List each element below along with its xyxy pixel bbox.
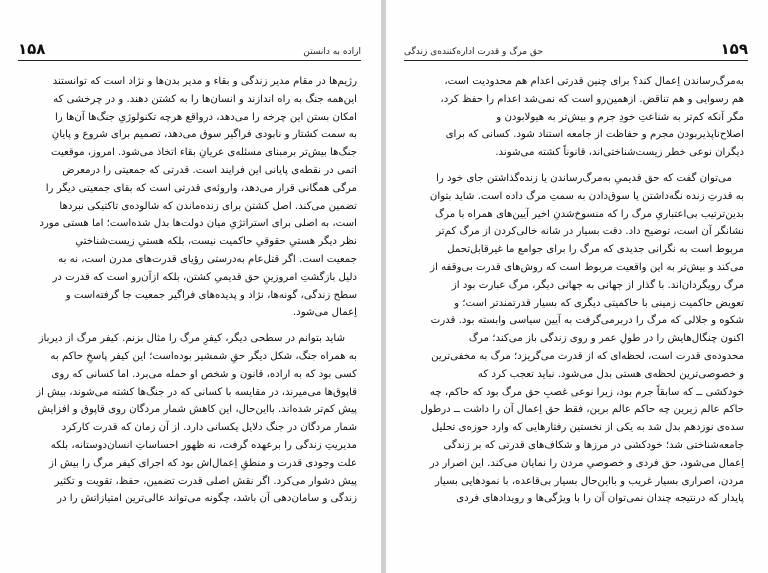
text-line: اتمی در نقطه‌ی پایانی این فرایند است. قدرتی که جمعیتی را درمعرض bbox=[62, 164, 357, 176]
text-line: کسی بود که به اراده، قانون و شخص او حمله می‌برد. اما کسانی که روی bbox=[51, 368, 357, 380]
text-line: اِعمال می‌شود، حق فردی و خصوصیِ مردن را نمایان می‌کند. این اصرار در bbox=[429, 457, 744, 469]
text-line: به همراه جنگ، شکل دیگر حقِ شمشیر بوده‌است؛ این کیفر پاسخِ حاکم به bbox=[50, 350, 357, 362]
paragraph bbox=[408, 170, 744, 508]
left-running-head: اراده به دانستن bbox=[303, 47, 361, 57]
text-line: بدین‌ترتیب بی‌اعتباریِ مرگ را که منسوخ‌شدنِ اخیر آیین‌های همراه با مرگ bbox=[435, 208, 744, 220]
text-line: مدیریتِ زندگی را برعهده گرفت، نه ظهور احساساتِ انسان‌دوستانه، بلکه bbox=[50, 439, 357, 451]
text-line: اِعمال می‌شود. bbox=[292, 307, 357, 319]
text-line: پایدار که درنتیجه چندان نمی‌توان آن را با ویژگی‌ها و رویدادهای فردی bbox=[456, 493, 744, 505]
text-line: پیش دشوار می‌کرد. اگر نقش اصلی قدرت تضمین، حفظ، تقویت و تکثیر bbox=[54, 475, 357, 487]
text-line: مربوط است به نگرانی جدیدی که مرگ را برای جوامع ما غیرقابل‌تحمل bbox=[447, 244, 744, 256]
text-line: جامعه‌شناختی شد؛ خودکشی در مرزها و شکاف‌های قدرتی که بر زندگی bbox=[443, 439, 744, 451]
left-page-header bbox=[18, 36, 361, 61]
text-line: علت وجودی قدرت و منطقِ اِعمال‌اش بود که اجرای کیفر مرگ را بیش از bbox=[49, 457, 357, 469]
text-line: حاکم عالم زیرین چه حاکم عالم برین، فقط حق اِعمال آن را داشت ــ درطول bbox=[420, 404, 744, 416]
text-line: نظر دیگر هستیِ حقوقیِ حاکمیت نیست، بلکه هستیِ زیست‌شناختیِ bbox=[75, 236, 357, 248]
text-line: رژیم‌ها در مقام مدیر زندگی و بقاء و مدیر بدن‌ها و نژاد است که توانستند bbox=[52, 76, 357, 87]
text-line: دیگران نوعی خطر زیست‌شناختی‌اند، قانوناً کشته می‌شوند. bbox=[495, 147, 744, 159]
paragraph bbox=[22, 330, 357, 508]
text-line: مرگی همگانی قرار می‌دهد، واروئه‌ی قدرتی است که بقای جمعیتی دیگر را bbox=[45, 182, 357, 194]
text-line: مگر آنکه کم‌تر به شناعتِ خودِ جرم و بیش‌تر به هیولابودن و bbox=[496, 111, 744, 123]
right-page bbox=[386, 0, 768, 573]
text-line: امکان بستن این چرخه را می‌دهد، درواقع هرچه تکنولوژیِ جنگ‌ها آن‌ها را bbox=[54, 111, 357, 123]
paragraph bbox=[22, 73, 357, 322]
text-line: و خصوصی‌ترین لحظه‌ی هستی بدل می‌شود. نباید تعجب کرد که bbox=[477, 368, 744, 380]
text-line: پیش کم‌تر شده‌اند. بااین‌حال، این کاهش شمار مردگان روی قاپوق و افزایش bbox=[37, 404, 357, 416]
text-line: قاپوق‌ها می‌میرند، در مقایسه با کسانی که در جنگ‌ها کشته می‌شوند، بیش از bbox=[36, 386, 357, 398]
text-line: تضمین می‌کند. اصل کشتن برای زنده‌ماندن که شالوده‌ی تاکتیکی نبردها bbox=[59, 200, 357, 212]
text-line: مرگ رویگردان‌اند. با گذار از جهانی به جهانی دیگر، مرگ عبارت بود از bbox=[451, 279, 744, 291]
text-line: هم رسوایی و هم تناقض. ازهمین‌رو است که نمی‌شد اعدام را حفظ کرد، bbox=[440, 93, 744, 105]
right-page-number: ۱۵۹ bbox=[720, 40, 748, 58]
text-line: زندگی و سامان‌دهی آن باشد، چگونه می‌تواند عالی‌ترین امتیازاتش را در bbox=[57, 493, 357, 505]
right-running-head: حق مرگ و قدرت اداره‌کننده‌ی زندگی bbox=[404, 47, 544, 57]
text-line: شکوه و جلالی که مرگ را دربرمی‌گرفت به آیین سیاسی وابسته بود. قدرت bbox=[430, 315, 744, 327]
text-line: شاید بتوانم در سطحی دیگر، کیفرِ مرگ را مثال بزنم. کیفر مرگ از دیرباز bbox=[38, 333, 345, 345]
text-line: این‌همه جنگ به راه اندازند و انسان‌ها را به کشتن دهند. و در چرخشی که bbox=[53, 93, 357, 105]
text-line: به سمت کشتار و نابودی فراگیر سوق می‌دهد، تصمیم برای شروع و پایانِ bbox=[51, 129, 357, 141]
text-line: می‌توان گفت که حق قدیمیِ به‌مرگ‌رساندن یا زنده‌گذاشتن جای خود را bbox=[436, 172, 732, 184]
text-line: اصلاح‌ناپذیربودن مجرم و حفاظت از جامعه استناد شود. کسانی که برای bbox=[445, 129, 744, 141]
text-line: اکنون چنگال‌هایش را در طولِ عمر و روی زندگی باز می‌کند؛ مرگ bbox=[468, 333, 744, 345]
text-line: است، به اصلی برای استراتژیِ میان دولت‌ها بدل شده‌است؛ اما هستی مورد bbox=[39, 218, 357, 230]
text-line: محدوده‌ی قدرت است، لحظه‌ای که از قدرت می‌گریزد؛ مرگ به مخفی‌ترین bbox=[431, 350, 744, 362]
paragraph bbox=[408, 73, 744, 162]
text-line: نشانگر آن است، توضیح داد. دقت بسیار در شانه خالی‌کردن از مرگ کم‌تر bbox=[436, 226, 744, 238]
text-line: تعویض حاکمیت زمینی با حاکمیتی دیگری که بسیار قدرتمندتر است؛ و bbox=[454, 297, 744, 309]
text-line: می‌کند و بیش‌تر به این واقعیت مربوط است که روش‌های قدرت بی‌وقفه از bbox=[430, 261, 744, 273]
left-page-body bbox=[22, 73, 357, 508]
text-line: خودکشی ــ که سابقاً جرم بود، زیرا نوعی غصبِ حق مرگ بود که حاکم، چه bbox=[429, 386, 744, 398]
text-line: جمعیت است. اگر قتل‌عام به‌درستی رؤیای قدرت‌های مدرن است، نه به bbox=[58, 253, 357, 265]
text-line: دلیل بازگشتِ امروزینِ حق قدیمیِ کشتن، بلکه ازآن‌رو است که قدرت در bbox=[52, 271, 357, 283]
text-line: مردن، اصراری بسیار غریب و بااین‌حال بسیار بی‌قاعده، با نمودهایی بسیار bbox=[434, 475, 744, 487]
text-line: سده‌ی نوزدهم بدل شد به یکی از نخستین رفتارهایی که وارد حوزه‌ی تحلیل bbox=[431, 422, 744, 434]
right-page-header bbox=[404, 36, 748, 61]
left-page bbox=[0, 0, 381, 573]
text-line: به قدرتِ زنده نگه‌داشتن یا سوق‌دادن به سمتِ مرگ داده است. شاید بتوان bbox=[429, 190, 744, 202]
text-line: به‌مرگ‌رساندن اِعمال کند؟ برای چنین قدرتی اعدام هم محدودیت است، bbox=[444, 76, 744, 87]
text-line: سطح زندگی، گونه‌ها، نژاد و پدیده‌های فراگیر جمعیت جا گرفته‌است و bbox=[65, 289, 357, 301]
text-line: شمار مردگان در جنگ دلایل یکسانی دارد. از آن زمان که قدرت کارکرد bbox=[61, 422, 357, 434]
left-page-number: ۱۵۸ bbox=[18, 40, 46, 58]
right-page-body bbox=[408, 73, 744, 508]
text-line: جنگ‌ها بیش‌تر برمبنای مسئله‌ی عریانِ بقاء اتخاذ می‌شود. امروز، موقعیت bbox=[50, 147, 357, 159]
